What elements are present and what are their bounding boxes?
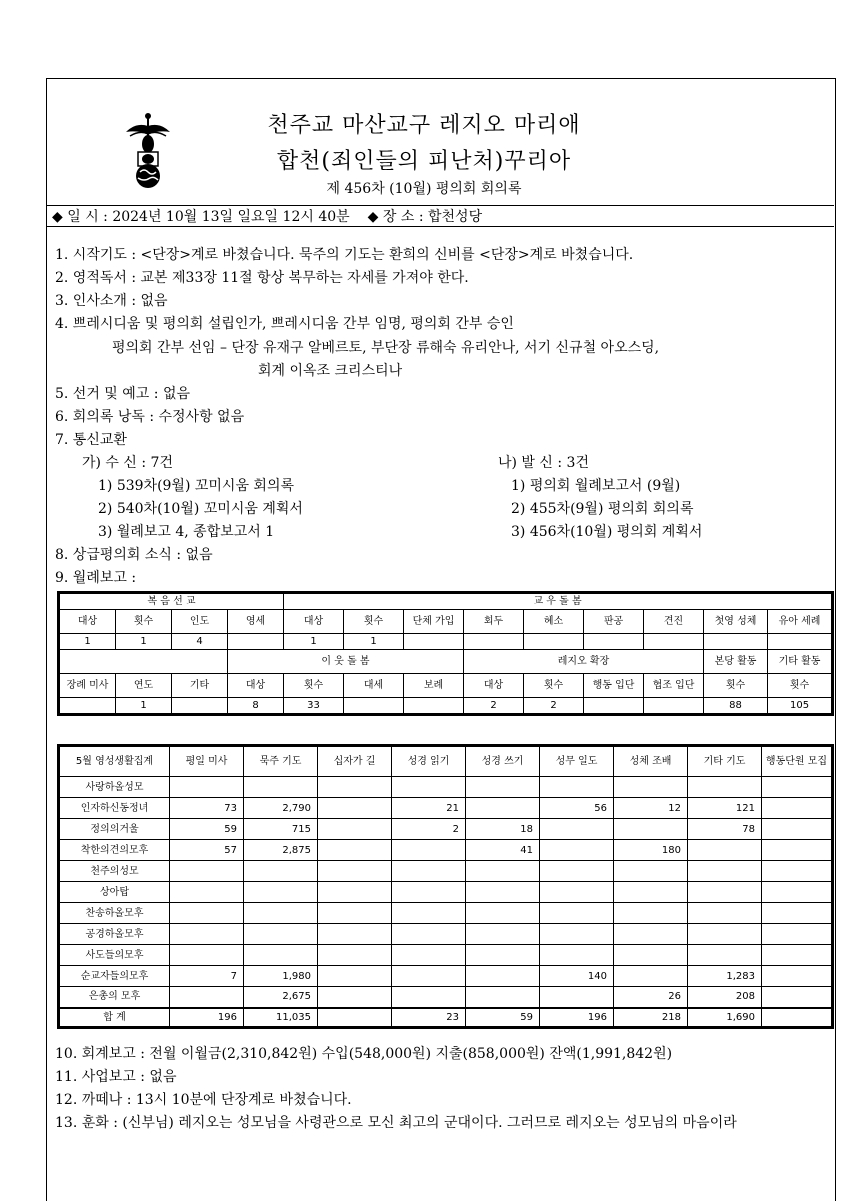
table-cell	[584, 634, 644, 650]
table-cell	[466, 903, 540, 924]
row-label-cell: 공경하올모후	[60, 924, 170, 945]
item-catena: 12. 까떼나 : 13시 10분에 단장계로 바쳤습니다.	[55, 1092, 352, 1108]
table-header-cell: 성체 조배	[614, 747, 688, 777]
table-cell: 26	[614, 987, 688, 1008]
item-minutes-reading: 6. 회의록 낭독 : 수정사항 없음	[55, 409, 245, 425]
table-header-cell: 십자가 길	[318, 747, 392, 777]
table-cell	[392, 903, 466, 924]
table-header-cell: 견진	[644, 610, 704, 634]
table-cell	[614, 903, 688, 924]
table-cell	[466, 987, 540, 1008]
table-cell	[392, 924, 466, 945]
table-cell: 57	[170, 840, 244, 861]
table-row	[60, 987, 832, 1008]
table-header-cell: 대세	[344, 674, 404, 698]
table-cell	[466, 966, 540, 987]
table-cell: 1	[344, 634, 404, 650]
received-item: 1) 539차(9월) 꼬미시움 회의록	[98, 478, 294, 494]
table-header-cell: 첫영 성체	[704, 610, 768, 634]
table-cell	[614, 966, 688, 987]
table-cell: 4	[172, 634, 228, 650]
table-cell	[318, 882, 392, 903]
table-header-cell: 기타	[172, 674, 228, 698]
table-cell	[614, 945, 688, 966]
table-cell	[540, 903, 614, 924]
item-superior-news: 8. 상급평의회 소식 : 없음	[55, 547, 213, 563]
table-cell	[318, 987, 392, 1008]
other-activity-header: 기타 활동	[768, 650, 832, 674]
table-header-cell: 횟수	[704, 674, 768, 698]
table-cell	[466, 945, 540, 966]
row-label-cell: 착한의견의모후	[60, 840, 170, 861]
total-cell: 11,035	[244, 1008, 318, 1027]
table-cell	[318, 819, 392, 840]
table-cell	[392, 777, 466, 798]
sent-heading: 나) 발 신 : 3건	[498, 455, 589, 471]
table-cell	[540, 882, 614, 903]
table-cell: 1	[116, 698, 172, 714]
parish-activity-header: 본당 활동	[704, 650, 768, 674]
table-row	[60, 798, 832, 819]
table-cell	[318, 903, 392, 924]
table-header-cell: 대상	[60, 610, 116, 634]
table-cell	[318, 798, 392, 819]
table-cell: 2	[392, 819, 466, 840]
sent-item: 3) 456차(10월) 평의회 계획서	[511, 524, 703, 540]
table-cell: 1	[60, 634, 116, 650]
table-cell	[688, 903, 762, 924]
table-cell: 2,790	[244, 798, 318, 819]
table-cell: 2	[524, 698, 584, 714]
table-cell: 78	[688, 819, 762, 840]
row-label-cell: 인자하신동정녀	[60, 798, 170, 819]
table-cell	[244, 945, 318, 966]
table-cell: 1,283	[688, 966, 762, 987]
table-cell	[466, 861, 540, 882]
table-row	[60, 924, 832, 945]
table-cell	[318, 966, 392, 987]
table-cell: 33	[284, 698, 344, 714]
table-cell	[540, 777, 614, 798]
table-cell: 8	[228, 698, 284, 714]
meeting-place: ◆ 장 소 : 합천성당	[367, 209, 483, 225]
table-cell	[244, 903, 318, 924]
table-header-cell: 평일 미사	[170, 747, 244, 777]
table-cell: 41	[466, 840, 540, 861]
item-business-report: 11. 사업보고 : 없음	[55, 1069, 177, 1085]
table-cell	[244, 861, 318, 882]
meeting-title: 제 456차 (10월) 평의회 회의록	[326, 181, 522, 197]
table-cell	[466, 798, 540, 819]
table-cell	[170, 882, 244, 903]
table-cell	[318, 924, 392, 945]
item-establishment: 4. 쁘레시디움 및 평의회 설립인가, 쁘레시디움 간부 임명, 평의회 간부 승인	[55, 316, 514, 332]
table-cell	[228, 634, 284, 650]
table-cell	[614, 861, 688, 882]
table-header-cell: 장례 미사	[60, 674, 116, 698]
total-cell: 59	[466, 1008, 540, 1027]
table-cell	[344, 698, 404, 714]
table-cell	[762, 777, 832, 798]
table-row	[60, 861, 832, 882]
table-cell	[688, 777, 762, 798]
table-cell	[392, 840, 466, 861]
table-cell	[540, 840, 614, 861]
row-label-cell: 순교자들의모후	[60, 966, 170, 987]
table-cell	[540, 987, 614, 1008]
table-cell	[762, 903, 832, 924]
total-cell: 196	[170, 1008, 244, 1027]
table-cell: 140	[540, 966, 614, 987]
row-label-cell: 정의의거울	[60, 819, 170, 840]
table-cell	[704, 634, 768, 650]
table-cell	[466, 882, 540, 903]
item-correspondence: 7. 통신교환	[55, 432, 127, 448]
table-cell	[768, 634, 832, 650]
table-header-cell: 성무 일도	[540, 747, 614, 777]
table-cell	[392, 882, 466, 903]
table-header-cell: 묵주 기도	[244, 747, 318, 777]
row-label-cell: 찬송하올모후	[60, 903, 170, 924]
blank-group-cell	[60, 650, 228, 674]
evangelization-group-header: 복 음 선 교	[60, 594, 284, 610]
table-cell	[318, 945, 392, 966]
table-header-cell: 인도	[172, 610, 228, 634]
item-officers: 평의회 간부 선임 – 단장 유재구 알베르토, 부단장 류해숙 유리안나, 서기 신규철 아오스딩,	[112, 340, 660, 356]
table-cell	[170, 903, 244, 924]
table-cell	[584, 698, 644, 714]
table-header-cell: 횟수	[344, 610, 404, 634]
table-row	[60, 903, 832, 924]
table-cell	[540, 861, 614, 882]
table-header-cell: 대상	[464, 674, 524, 698]
row-label-cell: 사랑하올성모	[60, 777, 170, 798]
table-cell	[688, 882, 762, 903]
table-cell	[464, 634, 524, 650]
table-cell: 2	[464, 698, 524, 714]
total-cell: 23	[392, 1008, 466, 1027]
item-spiritual-reading: 2. 영적독서 : 교본 제33장 11절 항상 복무하는 자세를 가져야 한다.	[55, 270, 469, 286]
table-cell: 1	[116, 634, 172, 650]
table-cell	[466, 924, 540, 945]
sent-item: 2) 455차(9월) 평의회 회의록	[511, 501, 694, 517]
table-header-cell: 행동 입단	[584, 674, 644, 698]
table-cell	[762, 966, 832, 987]
table-cell: 18	[466, 819, 540, 840]
table-cell	[614, 819, 688, 840]
table-header-cell: 대상	[228, 674, 284, 698]
table-cell	[392, 861, 466, 882]
table-header-cell: 회두	[464, 610, 524, 634]
total-cell: 196	[540, 1008, 614, 1027]
table-cell: 2,675	[244, 987, 318, 1008]
table-cell: 12	[614, 798, 688, 819]
total-cell: 218	[614, 1008, 688, 1027]
item-treasury-report: 10. 회계보고 : 전월 이월금(2,310,842원) 수입(548,000원) 지출(858,000원) 잔액(1,991,842원)	[55, 1046, 673, 1062]
table-cell	[392, 945, 466, 966]
received-item: 3) 월례보고 4, 종합보고서 1	[98, 524, 275, 540]
total-label-cell: 합 계	[60, 1008, 170, 1027]
table-header-cell: 기타 기도	[688, 747, 762, 777]
table-row	[60, 966, 832, 987]
table-cell: 59	[170, 819, 244, 840]
table-cell	[318, 840, 392, 861]
table-cell	[524, 634, 584, 650]
table-cell	[614, 882, 688, 903]
table-cell: 1	[284, 634, 344, 650]
table-cell	[644, 698, 704, 714]
table-cell	[244, 777, 318, 798]
table-cell: 180	[614, 840, 688, 861]
table-cell	[688, 840, 762, 861]
table-cell	[614, 777, 688, 798]
total-cell	[762, 1008, 832, 1027]
table-cell	[762, 840, 832, 861]
item-elections: 5. 선거 및 예고 : 없음	[55, 386, 190, 402]
org-title-line2: 합천(죄인들의 피난처)꾸리아	[276, 149, 572, 174]
table-cell: 1,980	[244, 966, 318, 987]
table-header-cell: 영세	[228, 610, 284, 634]
table-cell	[688, 945, 762, 966]
monthly-report-table	[59, 593, 832, 714]
table-cell	[466, 777, 540, 798]
table-header-cell: 대상	[284, 610, 344, 634]
table-row	[60, 777, 832, 798]
table-row	[60, 819, 832, 840]
parishioner-care-group-header: 교 우 돌 봄	[284, 594, 832, 610]
table-cell	[688, 924, 762, 945]
table-header-cell: 횟수	[284, 674, 344, 698]
meeting-date: ◆ 일 시 : 2024년 10월 13일 일요일 12시 40분	[52, 209, 350, 225]
received-heading: 가) 수 신 : 7건	[82, 455, 173, 471]
table-cell	[318, 861, 392, 882]
table-cell	[762, 987, 832, 1008]
table-cell	[404, 698, 464, 714]
table-row	[60, 840, 832, 861]
table-header-cell: 단체 가입	[404, 610, 464, 634]
table-header-cell: 연도	[116, 674, 172, 698]
table-cell	[392, 966, 466, 987]
item-allocutio: 13. 훈화 : (신부님) 레지오는 성모님을 사령관으로 모신 최고의 군대이다. 그러므로 레지오는 성모님의 마음이라	[55, 1115, 737, 1131]
table-cell	[244, 924, 318, 945]
table-cell	[540, 945, 614, 966]
table-cell: 21	[392, 798, 466, 819]
table-row	[60, 945, 832, 966]
table-header-cell: 횟수	[768, 674, 832, 698]
table-header-cell: 혜소	[524, 610, 584, 634]
table-cell	[172, 698, 228, 714]
table-cell	[614, 924, 688, 945]
table-header-cell: 성경 읽기	[392, 747, 466, 777]
row-label-cell: 천주의성모	[60, 861, 170, 882]
table-cell: 88	[704, 698, 768, 714]
item-opening-prayer: 1. 시작기도 : <단장>계로 바쳤습니다. 묵주의 기도는 환희의 신비를 <단장>계로 바쳤습니다.	[55, 247, 634, 263]
table-header-cell: 성경 쓰기	[466, 747, 540, 777]
table-cell	[60, 698, 116, 714]
table-header-cell: 횟수	[116, 610, 172, 634]
table-header-cell: 5월 영성생활집계	[60, 747, 170, 777]
table-cell	[762, 861, 832, 882]
table-cell	[392, 987, 466, 1008]
row-label-cell: 은총의 모후	[60, 987, 170, 1008]
table-cell	[688, 861, 762, 882]
table-cell	[540, 924, 614, 945]
table-cell: 121	[688, 798, 762, 819]
table-cell	[170, 987, 244, 1008]
sent-item: 1) 평의회 월례보고서 (9월)	[511, 478, 681, 494]
total-cell: 1,690	[688, 1008, 762, 1027]
table-header-cell: 판공	[584, 610, 644, 634]
legion-expansion-group-header: 레지오 확장	[464, 650, 704, 674]
row-label-cell: 사도들의모후	[60, 945, 170, 966]
meeting-info-bar	[46, 205, 834, 227]
table-cell: 715	[244, 819, 318, 840]
neighbor-care-group-header: 이 웃 돌 봄	[228, 650, 464, 674]
table-cell	[244, 882, 318, 903]
received-item: 2) 540차(10월) 꼬미시움 계획서	[98, 501, 303, 517]
table-cell: 208	[688, 987, 762, 1008]
table-header-cell: 협조 입단	[644, 674, 704, 698]
table-cell: 105	[768, 698, 832, 714]
table-cell	[762, 945, 832, 966]
table-cell	[170, 924, 244, 945]
item-monthly-report: 9. 월례보고 :	[55, 570, 137, 586]
spiritual-life-table	[59, 746, 832, 1027]
table-cell	[644, 634, 704, 650]
table-cell: 7	[170, 966, 244, 987]
table-cell	[404, 634, 464, 650]
total-cell	[318, 1008, 392, 1027]
row-label-cell: 상아탑	[60, 882, 170, 903]
table-header-cell: 횟수	[524, 674, 584, 698]
item-introductions: 3. 인사소개 : 없음	[55, 293, 168, 309]
table-cell	[762, 882, 832, 903]
table-header-cell: 유아 세례	[768, 610, 832, 634]
table-cell	[762, 924, 832, 945]
table-cell	[170, 945, 244, 966]
item-treasurer: 회계 이옥조 크리스티나	[258, 363, 403, 379]
table-cell	[762, 798, 832, 819]
total-row	[60, 1008, 832, 1027]
table-cell	[318, 777, 392, 798]
table-cell	[540, 819, 614, 840]
org-title-line1: 천주교 마산교구 레지오 마리애	[267, 113, 581, 138]
table-cell	[762, 819, 832, 840]
table-cell: 2,875	[244, 840, 318, 861]
table-header-cell: 보례	[404, 674, 464, 698]
table-cell: 73	[170, 798, 244, 819]
table-cell: 56	[540, 798, 614, 819]
table-cell	[170, 777, 244, 798]
table-header-cell: 행동단원 모집	[762, 747, 832, 777]
table-row	[60, 882, 832, 903]
table-cell	[170, 861, 244, 882]
